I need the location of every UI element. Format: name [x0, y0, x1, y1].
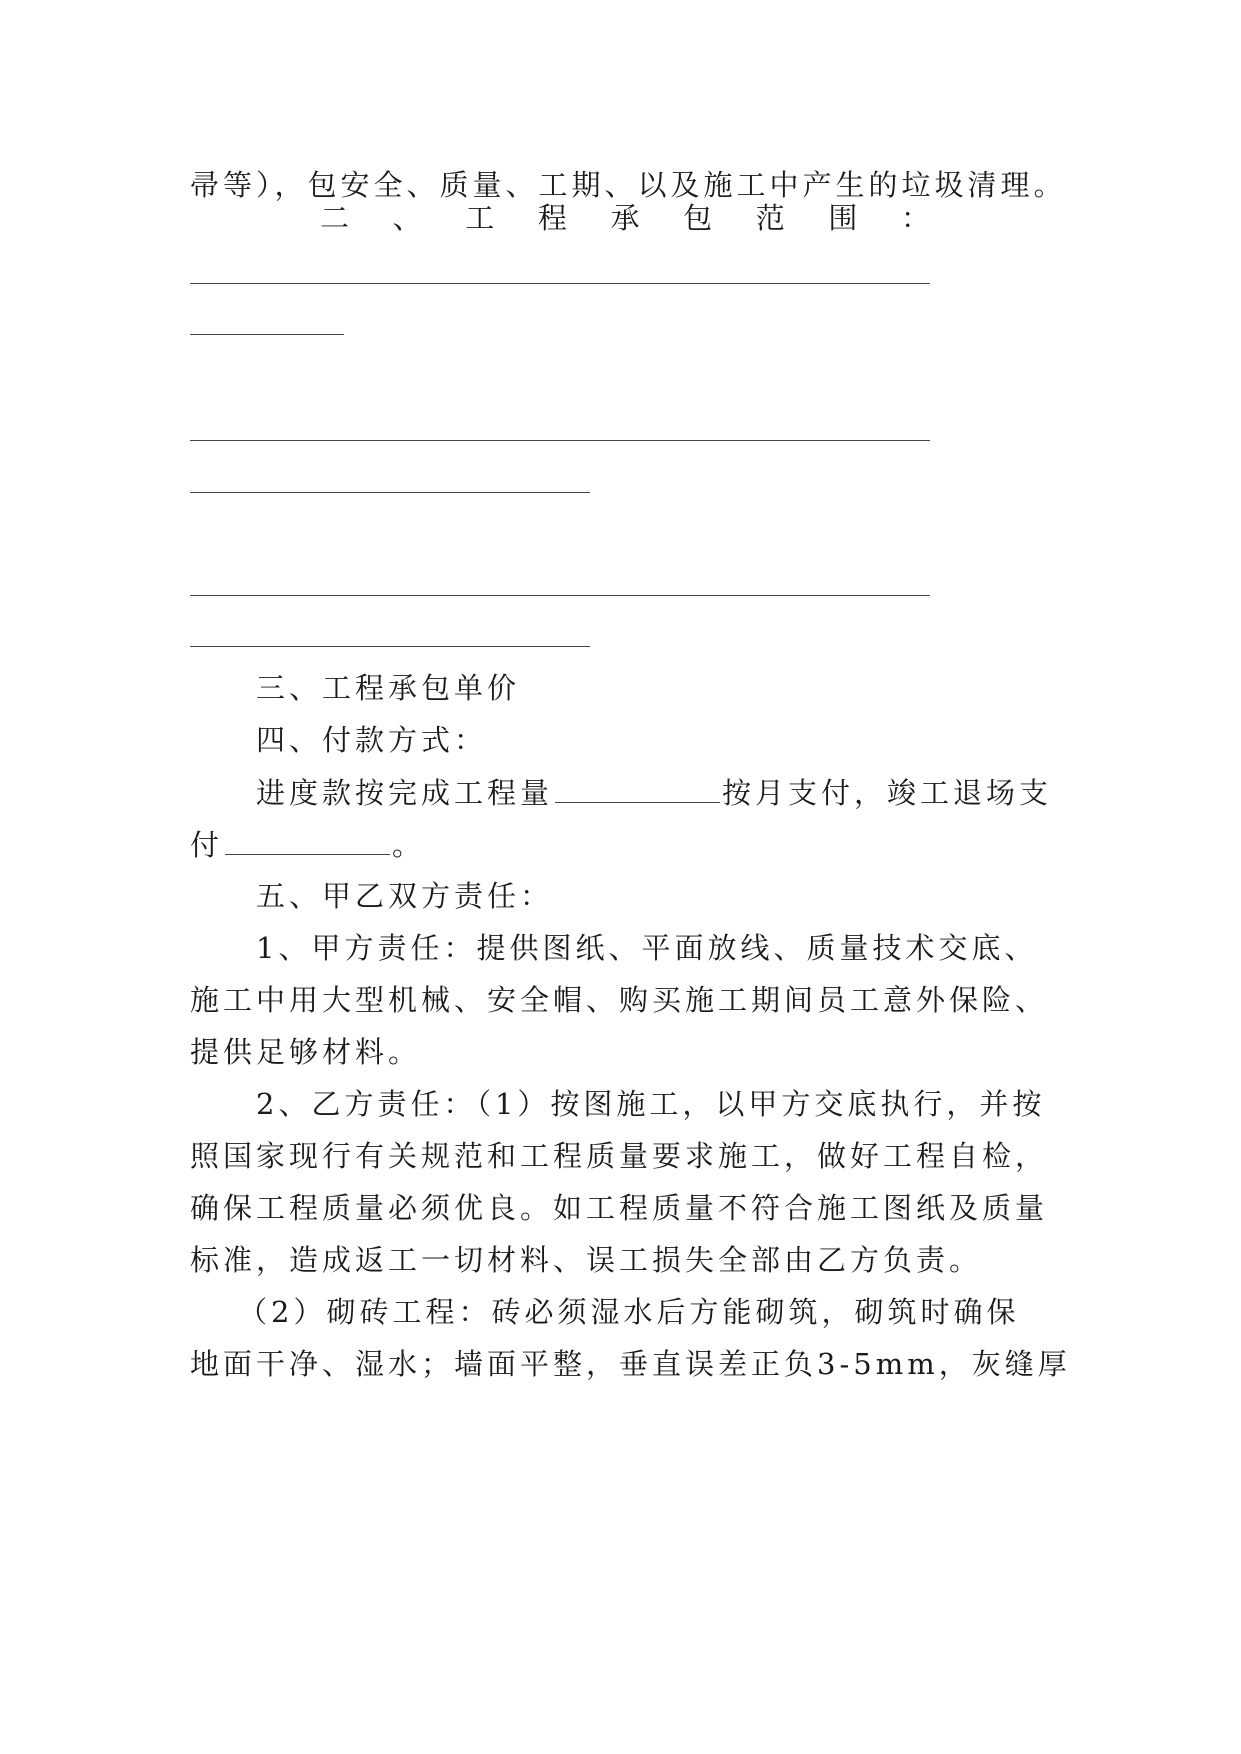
section-3-heading: 三、工程承包单价 [256, 671, 521, 705]
payment-line-1-part-2: 按月支付，竣工退场支 [722, 776, 1053, 810]
party-b-line-1: 2、乙方责任：（1）按图施工，以甲方交底执行，并按 [256, 1087, 1046, 1121]
party-b-line-3: 确保工程质量必须优良。如工程质量不符合施工图纸及质量 [190, 1191, 1049, 1225]
payment-line-2-part-2: 。 [392, 828, 426, 862]
party-a-line-2: 施工中用大型机械、安全帽、购买施工期间员工意外保险、 [190, 983, 1049, 1017]
blank-rule [190, 334, 344, 335]
blank-rule [190, 283, 930, 284]
blank-rule [190, 440, 930, 441]
party-b-line-2: 照国家现行有关规范和工程质量要求施工，做好工程自检， [190, 1139, 1049, 1173]
text-line-top: 帚等），包安全、质量、工期、以及施工中产生的垃圾清理。 [190, 168, 1067, 202]
blank-underline [225, 824, 390, 855]
party-b-line-4: 标准，造成返工一切材料、误工损失全部由乙方负责。 [190, 1243, 983, 1277]
blank-rule [190, 595, 930, 596]
section-2-heading: 二、工程承包范围： [320, 201, 930, 235]
party-a-line-3: 提供足够材料。 [190, 1035, 422, 1069]
payment-line-1-part-1: 进度款按完成工程量 [256, 776, 554, 810]
brick-line-2: 地面干净、湿水；墙面平整，垂直误差正负3-5mm，灰缝厚 [190, 1347, 1071, 1381]
payment-line-2-part-1: 付 [190, 828, 224, 862]
blank-rule [190, 646, 590, 647]
brick-line-1: （2）砌砖工程：砖必须湿水后方能砌筑，砌筑时确保 [238, 1295, 1020, 1329]
blank-underline [555, 772, 720, 803]
blank-rule [190, 492, 590, 493]
party-a-line-1: 1、甲方责任：提供图纸、平面放线、质量技术交底、 [256, 931, 1038, 965]
section-5-heading: 五、甲乙双方责任： [256, 879, 554, 913]
payment-line-2 [190, 824, 425, 865]
section-4-heading: 四、付款方式： [256, 723, 488, 757]
payment-line-1 [256, 772, 1052, 813]
